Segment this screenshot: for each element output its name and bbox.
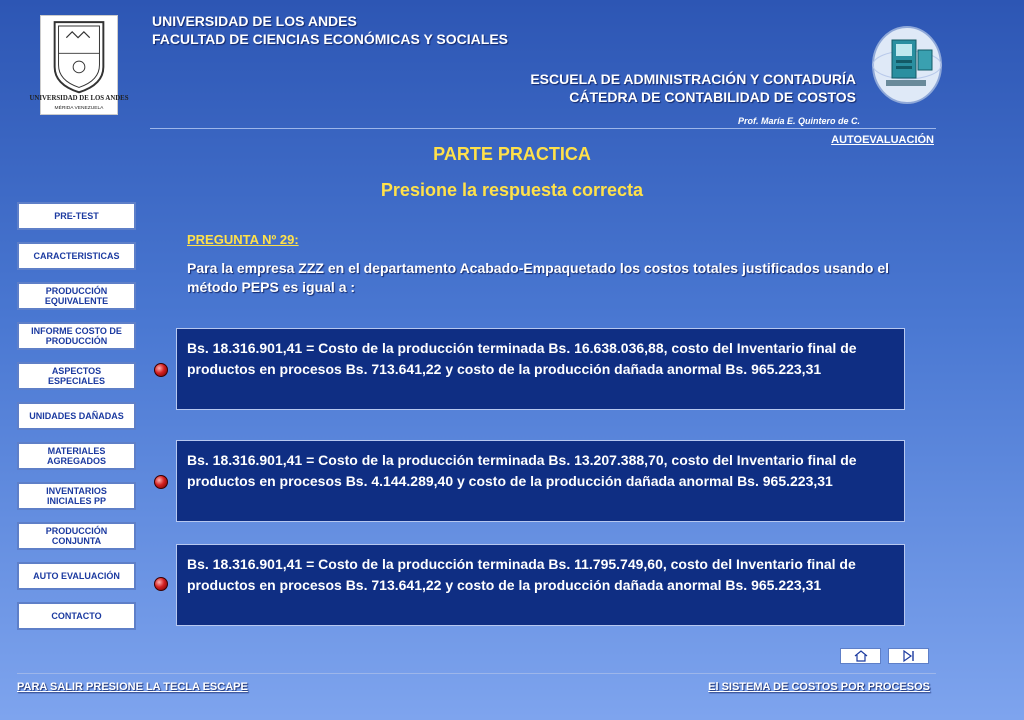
- university-name: UNIVERSIDAD DE LOS ANDES: [152, 13, 357, 29]
- school-name: ESCUELA DE ADMINISTRACIÓN Y CONTADURÍA: [530, 71, 856, 87]
- menu-inventarios-iniciales-button[interactable]: INVENTARIOS INICIALES PP: [17, 482, 136, 510]
- menu-caracteristicas-button[interactable]: CARACTERISTICAS: [17, 242, 136, 270]
- autoevaluacion-link[interactable]: AUTOEVALUACIÓN: [831, 134, 934, 146]
- option-3-bullet-icon[interactable]: [154, 577, 168, 591]
- menu-auto-evaluacion-button[interactable]: AUTO EVALUACIÓN: [17, 562, 136, 590]
- menu-pre-test-button[interactable]: PRE-TEST: [17, 202, 136, 230]
- footer-divider: [17, 673, 936, 674]
- menu-produccion-equivalente-button[interactable]: PRODUCCIÓN EQUIVALENTE: [17, 282, 136, 310]
- menu-informe-costo-button[interactable]: INFORME COSTO DE PRODUCCIÓN: [17, 322, 136, 350]
- option-1-bullet-icon[interactable]: [154, 363, 168, 377]
- question-label: PREGUNTA Nº 29:: [187, 232, 299, 247]
- logo-subtext: MÉRIDA VENEZUELA: [54, 105, 104, 111]
- home-icon: [854, 650, 868, 662]
- header-divider: [150, 128, 936, 129]
- menu-unidades-danadas-button[interactable]: UNIDADES DAÑADAS: [17, 402, 136, 430]
- faculty-name: FACULTAD DE CIENCIAS ECONÓMICAS Y SOCIALES: [152, 31, 508, 47]
- chair-name: CÁTEDRA DE CONTABILIDAD DE COSTOS: [569, 89, 856, 105]
- home-button[interactable]: [840, 648, 881, 664]
- header-left: [152, 12, 508, 48]
- answer-option-3[interactable]: Bs. 18.316.901,41 = Costo de la producción terminada Bs. 11.795.749,60, costo del Inventario final de productos en procesos Bs. 713.641,22 y costo de la producción dañada anormal Bs. 965.223,31: [176, 544, 905, 626]
- university-crest-icon: [29, 16, 129, 114]
- menu-contacto-button[interactable]: CONTACTO: [17, 602, 136, 630]
- menu-aspectos-especiales-button[interactable]: ASPECTOS ESPECIALES: [17, 362, 136, 390]
- professor-name: Prof. María E. Quintero de C.: [737, 116, 860, 126]
- header-right: [530, 70, 856, 106]
- menu-materiales-agregados-button[interactable]: MATERIALES AGREGADOS: [17, 442, 136, 470]
- answer-option-2[interactable]: Bs. 18.316.901,41 = Costo de la producción terminada Bs. 13.207.388,70, costo del Inventario final de productos en procesos Bs. 4.144.289,40 y costo de la producción dañada anormal Bs. 965.223,31: [176, 440, 905, 522]
- computer-globe-icon: [870, 22, 944, 108]
- menu-produccion-conjunta-button[interactable]: PRODUCCIÓN CONJUNTA: [17, 522, 136, 550]
- end-button[interactable]: [888, 648, 929, 664]
- university-logo: [29, 15, 129, 115]
- exit-hint: PARA SALIR PRESIONE LA TECLA ESCAPE: [17, 681, 248, 693]
- question-text: Para la empresa ZZZ en el departamento Acabado-Empaquetado los costos totales justificados usando el método PEPS es igual a :: [187, 260, 889, 295]
- section-title: PARTE PRACTICA: [433, 144, 591, 164]
- instruction-title: Presione la respuesta correcta: [380, 180, 644, 200]
- answer-option-1[interactable]: Bs. 18.316.901,41 = Costo de la producción terminada Bs. 16.638.036,88, costo del Inventario final de productos en procesos Bs. 713.641,22 y costo de la producción dañada anormal Bs. 965.223,31: [176, 328, 905, 410]
- option-2-bullet-icon[interactable]: [154, 475, 168, 489]
- system-name: El SISTEMA DE COSTOS POR PROCESOS: [708, 681, 930, 693]
- logo-text: UNIVERSIDAD DE LOS ANDES: [29, 95, 129, 103]
- skip-end-icon: [902, 650, 916, 662]
